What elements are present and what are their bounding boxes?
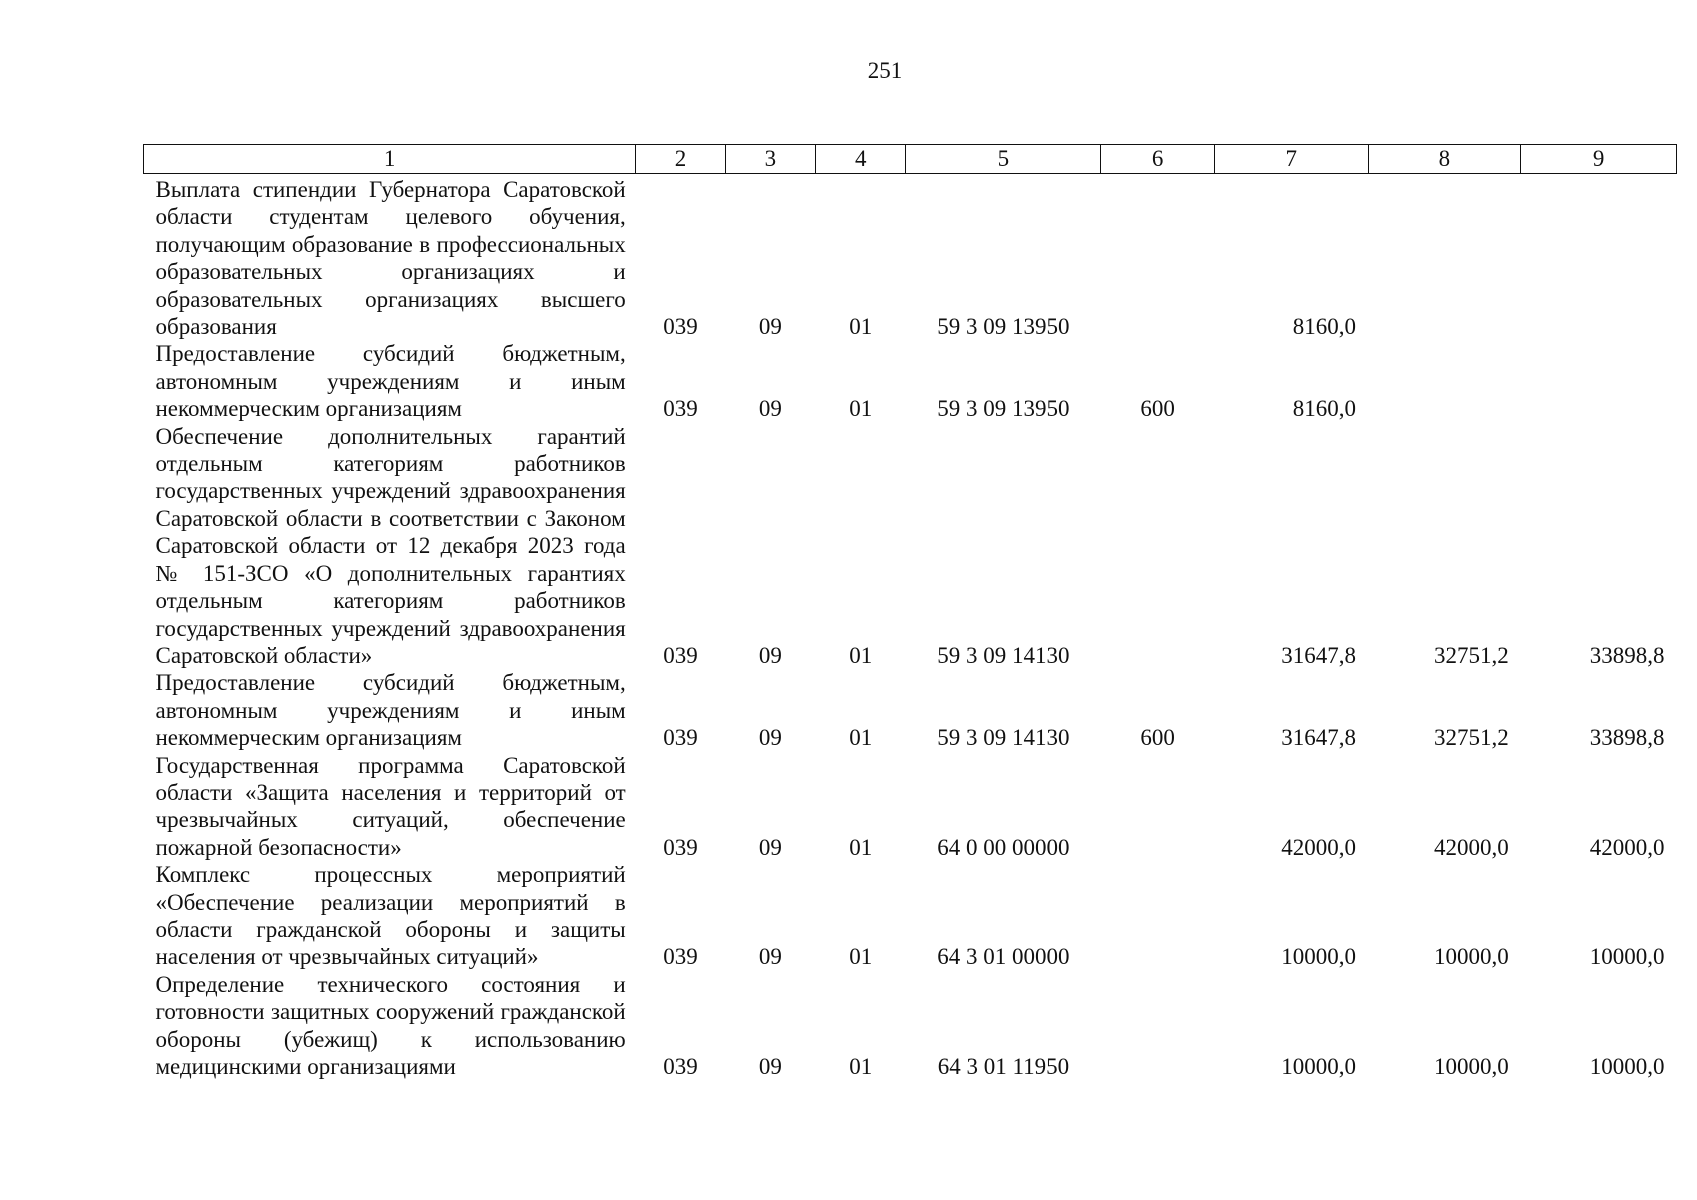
sum-year-3: 10000,0 [1589,1054,1665,1079]
page-number: 251 [867,58,903,83]
section-code: 09 [758,642,782,668]
section-code: 09 [758,396,782,422]
sum-year-3: 42000,0 [1589,834,1665,860]
sum-year-2: 32751,2 [1433,725,1509,751]
table-row [144,340,1677,422]
row-description: Выплата стипендии Губернатора Саратовской области студентам целевого обучения, получающим образование в профессиональных образовательных организациях и образовательных организациях высшего образования [155,177,626,340]
table-row [144,861,1677,971]
expense-type-code [1101,861,1215,971]
column-header: 4 [816,145,906,174]
sum-year-1: 31647,8 [1281,642,1357,668]
table-row [144,423,1677,670]
sum-year-1: 8160,0 [1292,396,1357,422]
column-header: 3 [725,145,815,174]
sum-year-1: 42000,0 [1281,834,1357,860]
budget-table [143,144,1677,1080]
table-row [144,174,1677,341]
sum-year-3 [1521,174,1677,341]
ministry-code: 039 [663,396,698,422]
row-description: Обеспечение дополнительных гарантий отдельным категориям работников государственных учреждений здравоохранения Саратовской области в соответствии с Законом Саратовской области от 12 декабря 2023 года № 151-ЗСО «О дополнительных гарантиях отдельным категориям работников государственных учреждений здравоохранения Саратовской области» [155,423,626,668]
sum-year-2 [1368,340,1521,422]
expense-type-code: 600 [1140,725,1175,751]
table-row [144,752,1677,862]
row-description: Предоставление субсидий бюджетным, автономным учреждениям и иным некоммерческим организациям [155,341,626,422]
section-code: 09 [758,1054,782,1079]
ministry-code: 039 [663,314,698,340]
subsection-code: 01 [849,1054,873,1079]
section-code: 09 [758,314,782,340]
sum-year-1: 31647,8 [1281,725,1357,751]
target-article-code: 59 3 09 14130 [937,725,1070,751]
section-code: 09 [758,725,782,751]
subsection-code: 01 [849,314,873,340]
ministry-code: 039 [663,1054,698,1079]
table-row [144,971,1677,1081]
sum-year-1: 8160,0 [1292,314,1357,340]
table-header-row [144,145,1677,174]
expense-type-code [1101,752,1215,862]
sum-year-2: 10000,0 [1433,944,1509,970]
target-article-code: 59 3 09 13950 [937,314,1070,340]
target-article-code: 64 3 01 11950 [937,1054,1070,1079]
row-description: Комплекс процессных мероприятий «Обеспечение реализации мероприятий в области гражданской обороны и защиты населения от чрезвычайных ситуаций» [155,862,626,970]
expense-type-code [1101,174,1215,341]
expense-type-code: 600 [1140,396,1175,422]
sum-year-3: 33898,8 [1589,725,1665,751]
sum-year-2: 42000,0 [1433,834,1509,860]
ministry-code: 039 [663,725,698,751]
column-header: 6 [1101,145,1215,174]
column-header: 7 [1214,145,1368,174]
column-header: 9 [1521,145,1677,174]
expense-type-code [1101,971,1215,1081]
ministry-code: 039 [663,944,698,970]
ministry-code: 039 [663,642,698,668]
column-header: 1 [144,145,636,174]
column-header: 2 [636,145,725,174]
row-description: Государственная программа Саратовской области «Защита населения и территорий от чрезвычайных ситуаций, обеспечение пожарной безопасности» [155,752,626,860]
target-article-code: 64 3 01 00000 [937,944,1070,970]
column-header: 5 [906,145,1101,174]
subsection-code: 01 [849,944,873,970]
column-header: 8 [1368,145,1521,174]
target-article-code: 64 0 00 00000 [937,834,1070,860]
subsection-code: 01 [849,725,873,751]
expense-type-code [1101,423,1215,670]
sum-year-2: 32751,2 [1433,642,1509,668]
ministry-code: 039 [663,834,698,860]
sum-year-1: 10000,0 [1281,944,1357,970]
sum-year-3 [1521,340,1677,422]
sum-year-3: 33898,8 [1589,642,1665,668]
target-article-code: 59 3 09 13950 [937,396,1070,422]
sum-year-2: 10000,0 [1433,1054,1509,1079]
section-code: 09 [758,834,782,860]
target-article-code: 59 3 09 14130 [937,642,1070,668]
subsection-code: 01 [849,642,873,668]
sum-year-1: 10000,0 [1281,1054,1357,1079]
row-description: Предоставление субсидий бюджетным, автономным учреждениям и иным некоммерческим организациям [155,670,626,751]
row-description: Определение технического состояния и готовности защитных сооружений гражданской обороны (убежищ) к использованию медицинскими организациями [155,971,626,1079]
section-code: 09 [758,944,782,970]
subsection-code: 01 [849,396,873,422]
sum-year-2 [1368,174,1521,341]
sum-year-3: 10000,0 [1589,944,1665,970]
subsection-code: 01 [849,834,873,860]
table-row [144,669,1677,751]
